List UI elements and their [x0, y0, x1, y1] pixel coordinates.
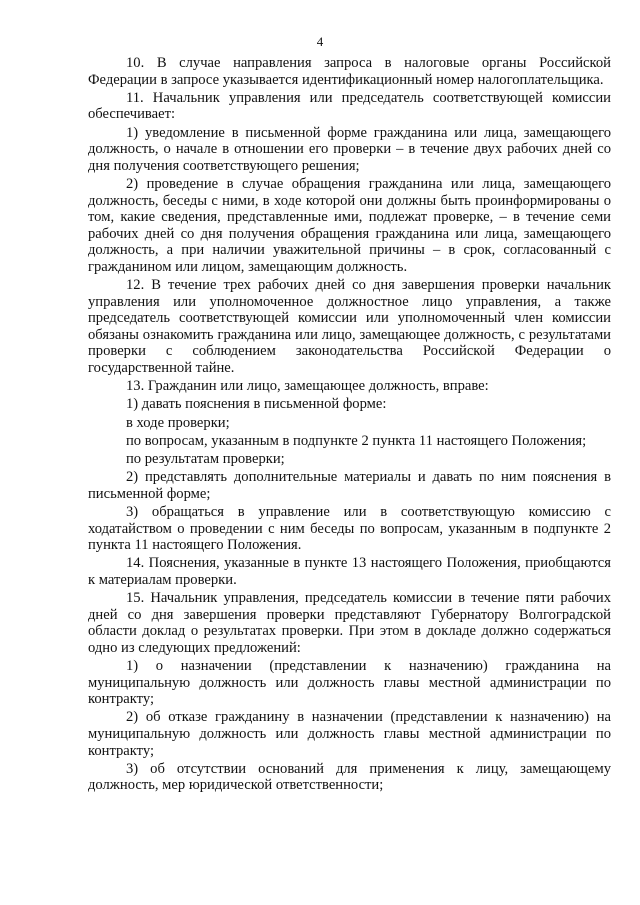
paragraph-13-item-3: 3) обращаться в управление или в соответствующую комиссию с ходатайством о проведении с ним беседы по вопросам, указанным в подпункте 2 пункта 11 настоящего Положения.	[88, 503, 611, 554]
paragraph-13-item-1-sub-a: в ходе проверки;	[126, 414, 230, 431]
paragraph-14: 14. Пояснения, указанные в пункте 13 настоящего Положения, приобщаются к материалам проверки.	[88, 555, 611, 588]
paragraph-11: 11. Начальник управления или председатель соответствующей комиссии обеспечивает:	[88, 89, 611, 123]
paragraph-10: 10. В случае направления запроса в налоговые органы Российской Федерации в запросе указывается идентификационный номер налогоплательщика.	[88, 55, 611, 88]
paragraph-15-item-2: 2) об отказе гражданину в назначении (представлении к назначению) на муниципальную должность или должность главы местной администрации по контракту;	[88, 709, 611, 759]
paragraph-13-item-1-sub-b: по вопросам, указанным в подпункте 2 пункта 11 настоящего Положения;	[126, 432, 587, 449]
paragraph-13: 13. Гражданин или лицо, замещающее должность, вправе:	[126, 378, 489, 395]
paragraph-15: 15. Начальник управления, председатель комиссии в течение пяти рабочих дней со дня завершения проверки представляют Губернатору Волгоградской области доклад о результатах проверки. При этом в докладе должно содержаться одно из следующих предложений:	[88, 590, 611, 656]
document-body	[88, 55, 611, 796]
paragraph-13-item-2: 2) представлять дополнительные материалы и давать по ним пояснения в письменной форме;	[88, 469, 611, 502]
paragraph-12: 12. В течение трех рабочих дней со дня завершения проверки начальник управления или уполномоченное должностное лицо управления, а также председатель соответствующей комиссии или уполномоченный член комиссии обязаны ознакомить гражданина или лицо, замещающее должность, с результатами проверки с соблюдением законодательства Российской Федерации о государственной тайне.	[88, 277, 611, 377]
paragraph-15-item-1: 1) о назначении (представлении к назначению) гражданина на муниципальную должность или должность главы местной администрации по контракту;	[88, 658, 611, 708]
paragraph-11-item-2: 2) проведение в случае обращения гражданина или лица, замещающего должность, беседы с ними, в ходе которой они должны быть проинформированы о том, какие сведения, представленные ими, подлежат проверке, – в течение семи рабочих дней со дня получения обращения гражданина или лица, замещающего должность, а при наличии уважительной причины – в срок, согласованный с гражданином или лицом, замещающим должность.	[88, 175, 611, 275]
paragraph-15-item-3: 3) об отсутствии оснований для применения к лицу, замещающему должность, мер юридической ответственности;	[88, 760, 611, 794]
paragraph-11-item-1: 1) уведомление в письменной форме гражданина или лица, замещающего должность, о начале в отношении его проверки – в течение двух рабочих дней со дня получения соответствующего решения;	[88, 124, 611, 174]
page-number: 4	[316, 34, 324, 49]
paragraph-13-item-1-sub-c: по результатам проверки;	[126, 451, 285, 467]
paragraph-13-item-1: 1) давать пояснения в письменной форме:	[126, 396, 387, 413]
